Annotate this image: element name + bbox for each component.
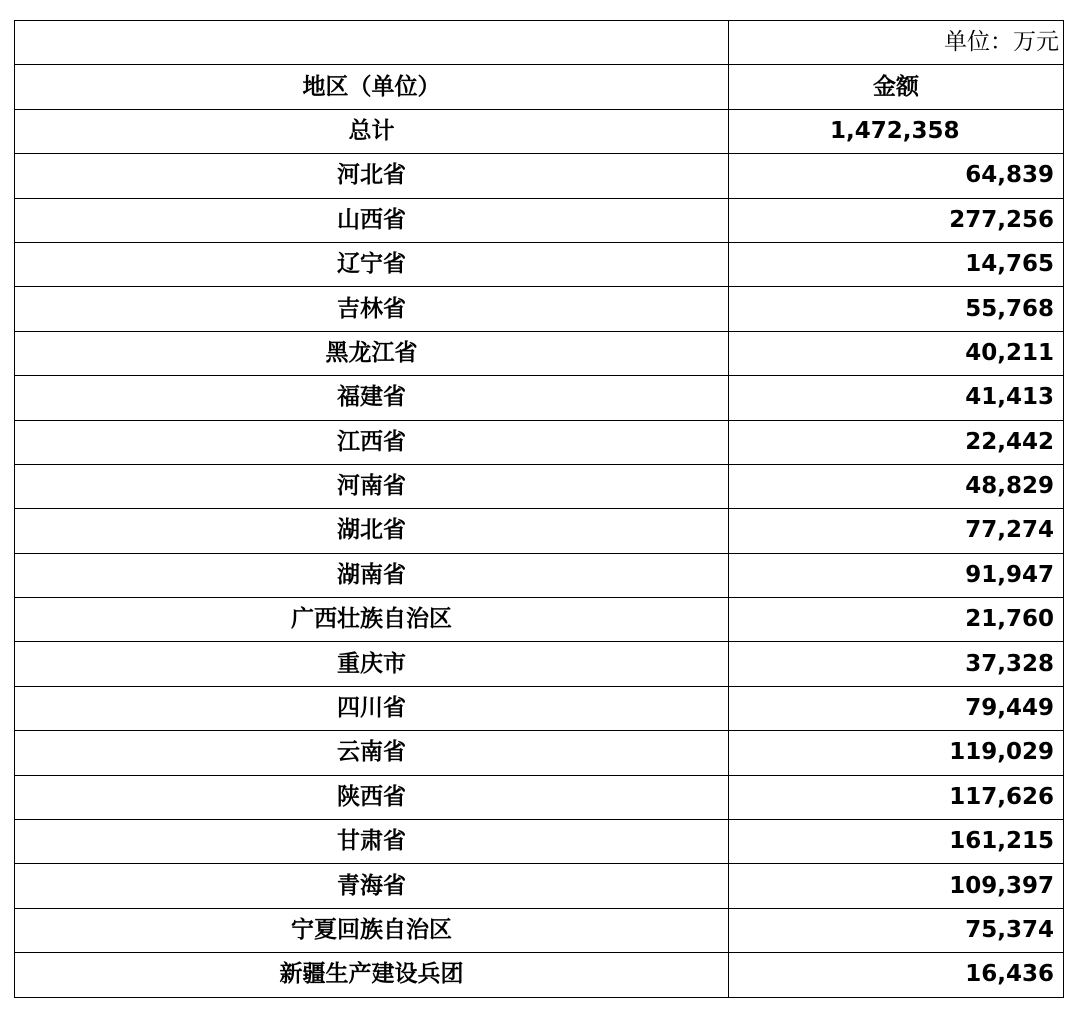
header-amount: 金额 — [729, 65, 1064, 109]
table-row — [15, 864, 1064, 908]
region-cell: 山西省 — [15, 198, 729, 242]
amount-cell: 64,839 — [729, 154, 1064, 198]
amount-cell: 79,449 — [729, 686, 1064, 730]
table-row — [15, 598, 1064, 642]
amount-cell: 55,768 — [729, 287, 1064, 331]
table-row — [15, 198, 1064, 242]
region-cell: 青海省 — [15, 864, 729, 908]
table-body — [15, 21, 1064, 998]
amount-cell: 48,829 — [729, 464, 1064, 508]
amount-cell: 77,274 — [729, 509, 1064, 553]
header-row — [15, 65, 1064, 109]
unit-blank-cell — [15, 21, 729, 65]
amount-cell: 41,413 — [729, 376, 1064, 420]
table-row — [15, 731, 1064, 775]
table-row — [15, 553, 1064, 597]
region-cell: 宁夏回族自治区 — [15, 908, 729, 952]
region-cell: 四川省 — [15, 686, 729, 730]
table-row — [15, 642, 1064, 686]
table-row — [15, 686, 1064, 730]
region-cell: 重庆市 — [15, 642, 729, 686]
amount-cell: 277,256 — [729, 198, 1064, 242]
table-row — [15, 509, 1064, 553]
table-row — [15, 154, 1064, 198]
region-cell: 新疆生产建设兵团 — [15, 953, 729, 997]
region-cell: 河南省 — [15, 464, 729, 508]
region-cell: 河北省 — [15, 154, 729, 198]
region-cell: 黑龙江省 — [15, 331, 729, 375]
amount-cell: 75,374 — [729, 908, 1064, 952]
total-row — [15, 109, 1064, 153]
amount-cell: 22,442 — [729, 420, 1064, 464]
amount-cell: 16,436 — [729, 953, 1064, 997]
region-cell: 广西壮族自治区 — [15, 598, 729, 642]
region-cell: 云南省 — [15, 731, 729, 775]
amount-cell: 119,029 — [729, 731, 1064, 775]
table-row — [15, 908, 1064, 952]
region-cell: 辽宁省 — [15, 242, 729, 286]
table-row — [15, 775, 1064, 819]
region-amount-table — [14, 20, 1064, 998]
region-cell: 福建省 — [15, 376, 729, 420]
table-row — [15, 953, 1064, 997]
amount-cell: 14,765 — [729, 242, 1064, 286]
region-cell: 江西省 — [15, 420, 729, 464]
amount-cell: 21,760 — [729, 598, 1064, 642]
amount-cell: 40,211 — [729, 331, 1064, 375]
unit-row — [15, 21, 1064, 65]
table-row — [15, 331, 1064, 375]
amount-cell: 37,328 — [729, 642, 1064, 686]
table-row — [15, 420, 1064, 464]
region-cell: 湖南省 — [15, 553, 729, 597]
table-row — [15, 376, 1064, 420]
table-row — [15, 287, 1064, 331]
region-cell: 吉林省 — [15, 287, 729, 331]
unit-label: 单位：万元 — [729, 21, 1064, 65]
total-label: 总计 — [15, 109, 729, 153]
region-cell: 甘肃省 — [15, 820, 729, 864]
amount-cell: 91,947 — [729, 553, 1064, 597]
region-cell: 陕西省 — [15, 775, 729, 819]
total-amount: 1,472,358 — [729, 109, 1064, 153]
table-row — [15, 242, 1064, 286]
header-region: 地区（单位） — [15, 65, 729, 109]
amount-cell: 161,215 — [729, 820, 1064, 864]
region-cell: 湖北省 — [15, 509, 729, 553]
table-row — [15, 820, 1064, 864]
amount-cell: 117,626 — [729, 775, 1064, 819]
table-row — [15, 464, 1064, 508]
amount-cell: 109,397 — [729, 864, 1064, 908]
